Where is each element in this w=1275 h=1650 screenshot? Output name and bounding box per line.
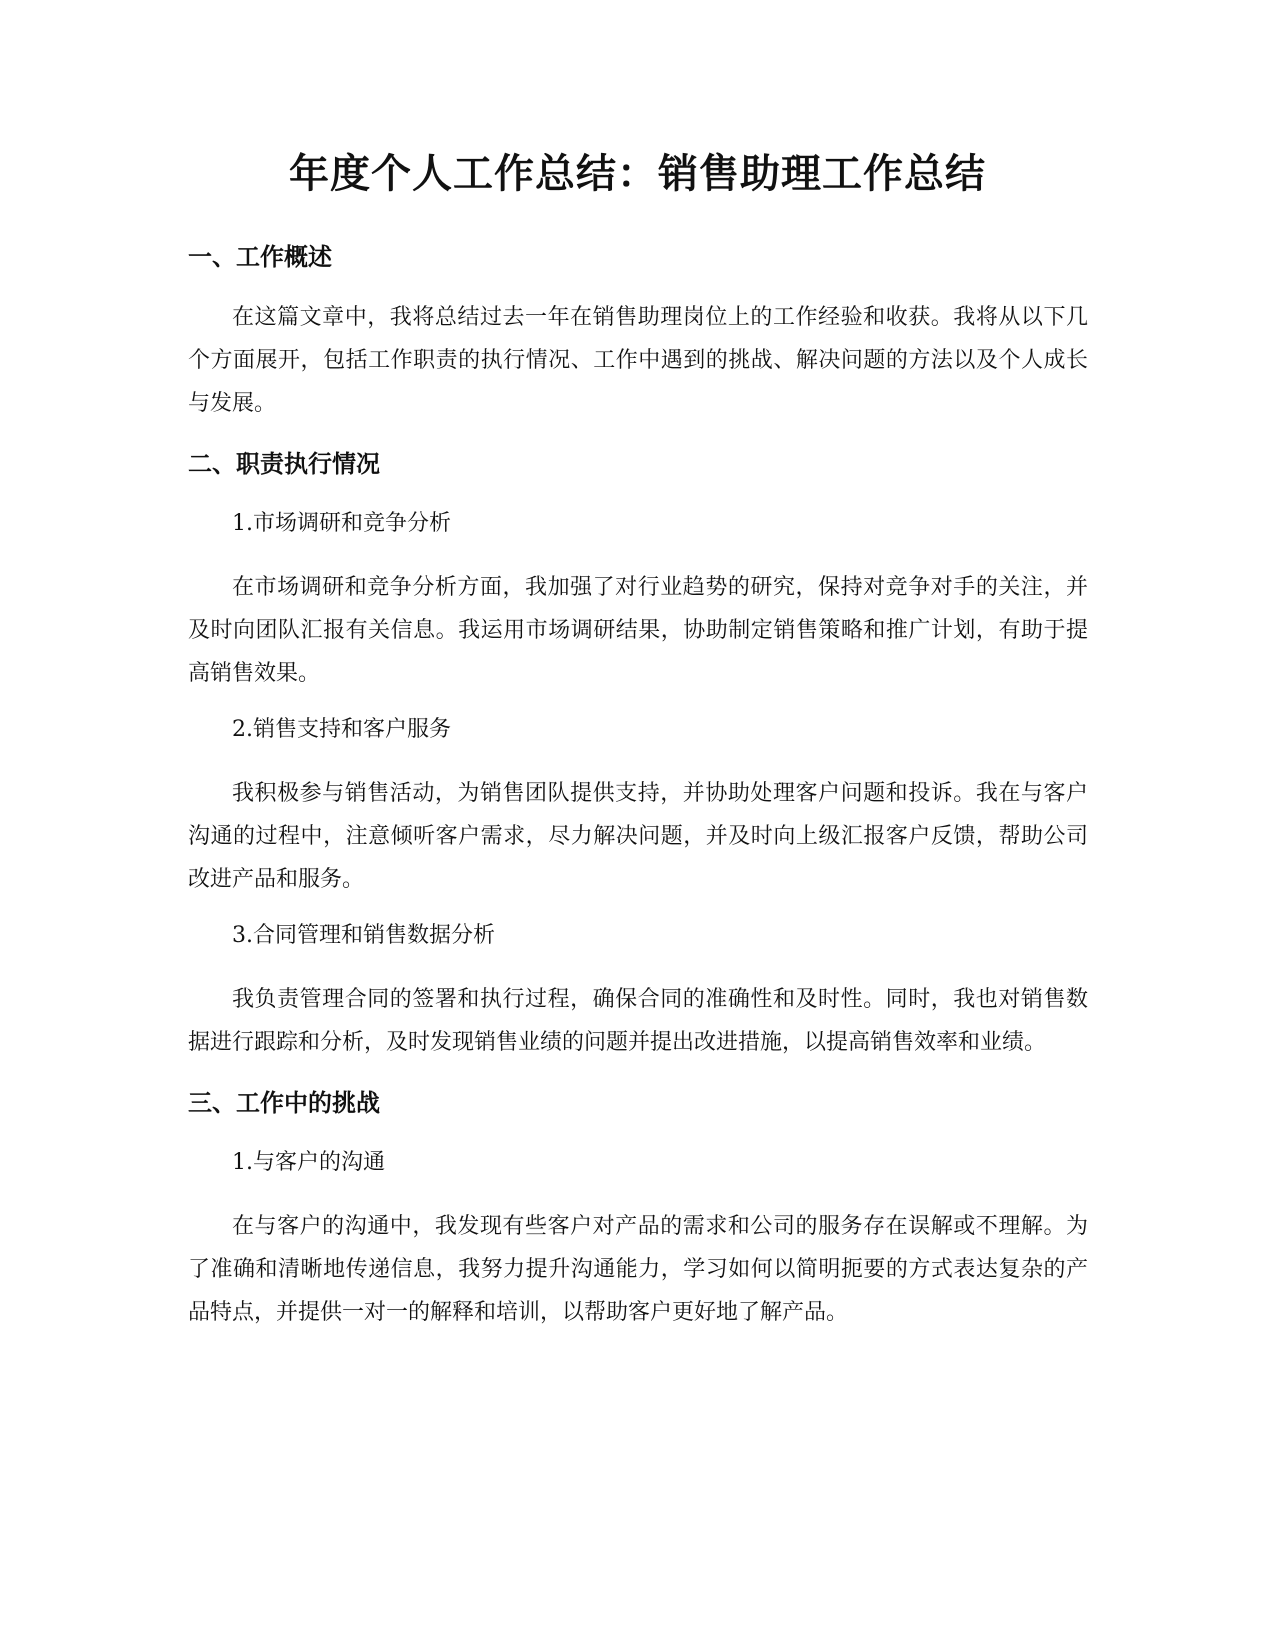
section-heading: 三、工作中的挑战 [188,1089,380,1117]
paragraph: 在这篇文章中，我将总结过去一年在销售助理岗位上的工作经验和收获。我将从以下几个方面展开，包括工作职责的执行情况、工作中遇到的挑战、解决问题的方法以及个人成长与发展。 [188,305,1088,416]
paragraph: 我积极参与销售活动，为销售团队提供支持，并协助处理客户问题和投诉。我在与客户沟通的过程中，注意倾听客户需求，尽力解决问题，并及时向上级汇报客户反馈，帮助公司改进产品和服务。 [188,781,1088,892]
paragraph: 在与客户的沟通中，我发现有些客户对产品的需求和公司的服务存在误解或不理解。为了准确和清晰地传递信息，我努力提升沟通能力，学习如何以简明扼要的方式表达复杂的产品特点，并提供一对一的解释和培训，以帮助客户更好地了解产品。 [188,1214,1088,1325]
subheading: 1.与客户的沟通 [232,1150,385,1175]
document-title: 年度个人工作总结：销售助理工作总结 [289,151,986,197]
subheading: 1.市场调研和竞争分析 [232,511,451,536]
section-heading: 二、职责执行情况 [188,450,380,478]
paragraph: 在市场调研和竞争分析方面，我加强了对行业趋势的研究，保持对竞争对手的关注，并及时向团队汇报有关信息。我运用市场调研结果，协助制定销售策略和推广计划，有助于提高销售效果。 [188,575,1088,686]
paragraph: 我负责管理合同的签署和执行过程，确保合同的准确性和及时性。同时，我也对销售数据进行跟踪和分析，及时发现销售业绩的问题并提出改进措施，以提高销售效率和业绩。 [188,987,1088,1055]
subheading: 3.合同管理和销售数据分析 [232,923,495,948]
document-body [188,240,1088,1334]
section-heading: 一、工作概述 [188,243,332,271]
subheading: 2.销售支持和客户服务 [232,717,451,742]
